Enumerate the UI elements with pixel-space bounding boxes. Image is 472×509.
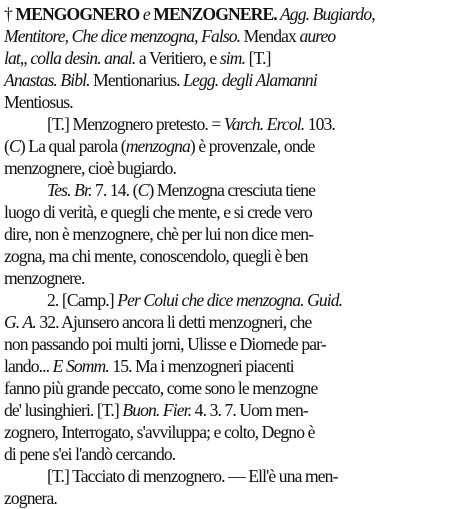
text-run: † [4,4,16,24]
text-line [47,465,468,487]
italic-run: e [139,4,154,24]
text-line [47,113,468,135]
italic-run: sim. [219,48,246,68]
text-run: fanno più grande peccato, come sono le menzogne [4,378,318,398]
text-run: [T.] Tacciato di menzognero. — Ell'è una men- [47,466,338,486]
italic-run: aureo [299,26,336,46]
text-line [4,399,468,421]
text-run: Mendax [240,26,300,46]
headword: MENGOGNERO [15,4,140,24]
text-run: zogna, ma chi mente, conoscendolo, quegli è ben [4,246,308,266]
text-run: menzognere. [4,268,85,288]
text-line [4,311,468,333]
italic-run: C [8,136,20,156]
text-line [4,487,468,509]
text-run: 2. [Camp.] [47,290,118,310]
italic-run: Legg. degli Alamanni [183,70,317,90]
text-line [4,69,468,91]
text-run: 32. Ajunsero ancora li detti menzogneri, che [35,312,312,332]
text-run: 15. Ma i menzogneri piacenti [108,356,294,376]
italic-run: G. A. [4,312,36,332]
text-run: ( [4,136,9,156]
italic-run: E Somm. [52,356,109,376]
text-run: luogo di verità, e quegli che mente, e si crede vero [4,202,312,222]
italic-run: Varch. Ercol. [223,114,305,134]
headword: MENZOGNERE. [153,4,277,24]
text-run: a Veritiero, e [135,48,220,68]
italic-run: Per Colui che dice menzogna. Guid. [117,290,343,310]
text-run: zognero, Interrogato, s'avviluppa; e colto, Degno è [4,422,315,442]
text-run: 103. [304,114,335,134]
text-line [4,223,468,245]
text-line [47,289,468,311]
text-line [4,267,468,289]
text-run: [T.] Menzognero pretesto. = [47,114,224,134]
text-line [4,245,468,267]
text-line [4,333,468,355]
text-line [4,421,468,443]
italic-run: colla desin. anal. [30,48,136,68]
text-run: dire, non è menzognere, chè per lui non dice men- [4,224,314,244]
text-run: Mentionarius. [89,70,184,90]
text-run: lando... [4,356,53,376]
text-run: non passando poi multi jorni, Ulisse e Diomede par- [4,334,326,354]
text-line [4,91,468,113]
italic-run: Anastas. Bibl. [4,70,90,90]
text-line [4,135,468,157]
text-run: di pene s'ei l'andò cercando. [4,444,176,464]
text-line [4,47,468,69]
text-line [4,443,468,465]
italic-run: Mentitore, Che dice menzogna, Falso. [4,26,241,46]
text-line [4,377,468,399]
text-run: ) è provenzale, onde [189,136,315,156]
text-line [4,25,468,47]
text-run: Mentiosus. [4,92,73,112]
text-line [4,201,468,223]
text-line [4,355,468,377]
text-run: zognera. [4,488,57,508]
text-line [4,3,468,25]
text-run: 7. 14. ( [91,180,138,200]
text-run: , [23,48,31,68]
text-run: menzognere, cioè bugiardo. [4,158,177,178]
text-run: [T.] [245,48,271,68]
text-line [47,179,468,201]
italic-run: Buon. Fier. [122,400,192,420]
text-run: ) Menzogna cresciuta tiene [148,180,316,200]
text-run: ) La qual parola ( [19,136,126,156]
italic-run: Agg. Bugiardo, [276,4,375,24]
italic-run: Tes. Br. [47,180,92,200]
text-run: 4. 3. 7. Uom men- [191,400,308,420]
text-run: de' lusinghieri. [T.] [4,400,123,420]
italic-run: C [137,180,149,200]
italic-run: menzogna [125,136,190,156]
text-line [4,157,468,179]
italic-run: lat, [4,48,24,68]
